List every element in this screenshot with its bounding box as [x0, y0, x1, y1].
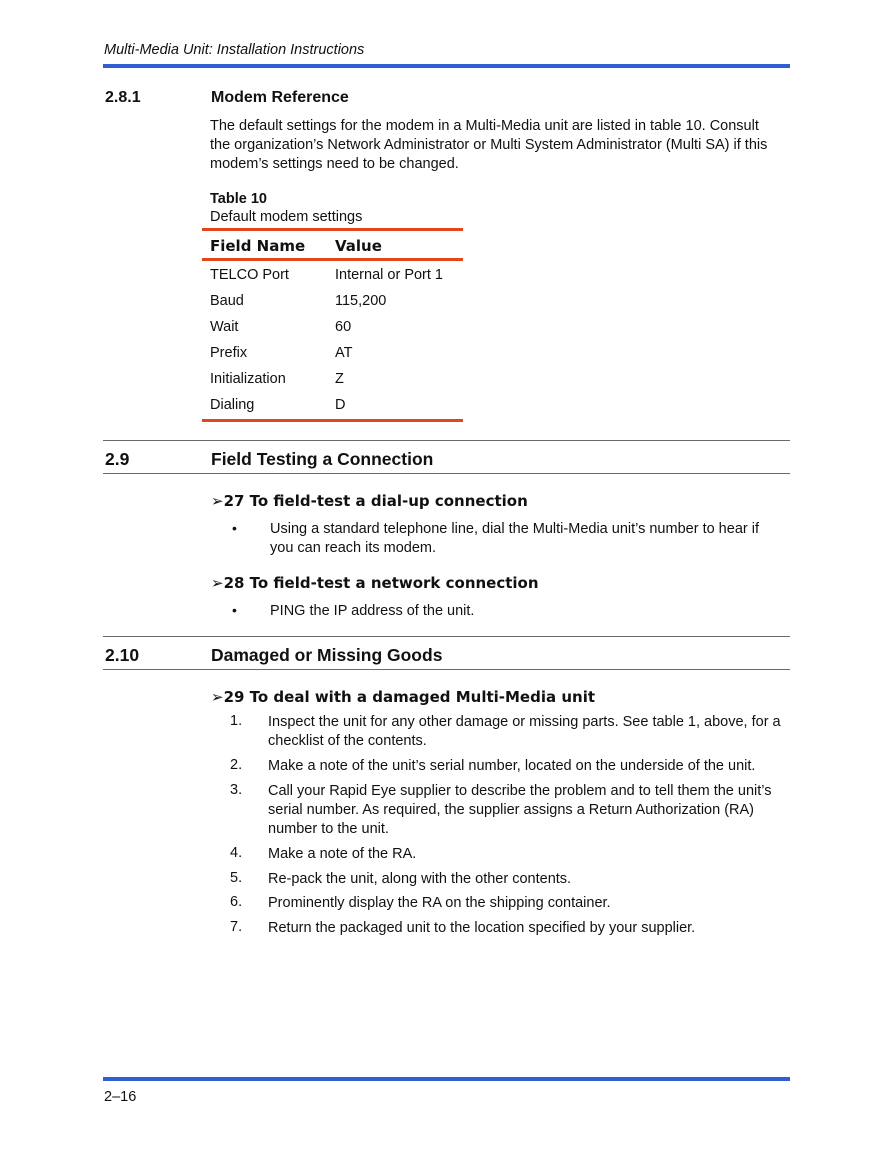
table-caption: Default modem settings: [210, 209, 363, 225]
section-title: Damaged or Missing Goods: [211, 645, 443, 665]
step-number: 6.: [230, 894, 243, 910]
section-title: Modem Reference: [211, 89, 349, 106]
step-number: 3.: [230, 782, 243, 798]
page-number: 2–16: [104, 1089, 137, 1105]
table-cell: Z: [335, 371, 344, 387]
section-divider: [103, 636, 790, 637]
section-title: Field Testing a Connection: [211, 449, 434, 469]
table-cell: 115,200: [335, 293, 387, 309]
bullet-item: PING the IP address of the unit.: [270, 603, 475, 619]
bullet-item: Using a standard telephone line, dial the Multi-Media unit’s number to hear if you can reach its modem.: [270, 521, 759, 556]
step-number: 2.: [230, 757, 243, 773]
table-cell: Dialing: [210, 397, 255, 413]
table-header-rule: [202, 258, 463, 261]
table-cell: Baud: [210, 293, 244, 309]
table-top-rule: [202, 228, 463, 231]
step-text: Call your Rapid Eye supplier to describe the problem and to tell them the unit’s serial number. As required, the supplier assigns a Return Authorization (RA) number to the unit.: [268, 783, 772, 837]
header-rule: [103, 64, 790, 68]
step-number: 4.: [230, 845, 243, 861]
step-text: Make a note of the RA.: [268, 846, 417, 862]
table-cell: Internal or Port 1: [335, 267, 443, 283]
step-text: Make a note of the unit’s serial number, located on the underside of the unit.: [268, 758, 756, 774]
table-cell: 60: [335, 319, 352, 335]
section-paragraph: The default settings for the modem in a Multi-Media unit are listed in table 10. Consult the organization’s Network Administrator or Multi System Administrator (Multi SA) if this modem’s settings need to be changed.: [210, 118, 768, 172]
section-number: 2.8.1: [105, 89, 141, 106]
section-number: 2.9: [105, 449, 130, 469]
table-cell: AT: [335, 345, 353, 361]
section-divider: [103, 440, 790, 441]
step-number: 5.: [230, 870, 243, 886]
step-number: 7.: [230, 919, 243, 935]
footer-rule: [103, 1077, 790, 1081]
section-divider: [103, 669, 790, 670]
step-text: Return the packaged unit to the location specified by your supplier.: [268, 920, 696, 936]
bullet-icon: •: [232, 520, 237, 536]
procedure-heading: ➢29 To deal with a damaged Multi-Media unit: [211, 688, 596, 706]
table-label: Table 10: [210, 191, 267, 207]
table-header-value: Value: [335, 237, 382, 255]
table-header-field-name: Field Name: [210, 237, 306, 255]
bullet-icon: •: [232, 602, 237, 618]
table-cell: TELCO Port: [210, 267, 289, 283]
table-cell: D: [335, 397, 346, 413]
procedure-heading: ➢27 To field-test a dial-up connection: [211, 492, 528, 510]
running-header: Multi-Media Unit: Installation Instructions: [104, 42, 365, 58]
section-divider: [103, 473, 790, 474]
table-cell: Wait: [210, 319, 239, 335]
step-text: Prominently display the RA on the shipping container.: [268, 895, 611, 911]
step-number: 1.: [230, 713, 243, 729]
procedure-heading: ➢28 To field-test a network connection: [211, 574, 539, 592]
step-text: Re-pack the unit, along with the other contents.: [268, 871, 572, 887]
section-number: 2.10: [105, 645, 140, 665]
table-cell: Initialization: [210, 371, 286, 387]
step-text: Inspect the unit for any other damage or missing parts. See table 1, above, for a checklist of the contents.: [268, 714, 781, 749]
table-bottom-rule: [202, 419, 463, 422]
table-cell: Prefix: [210, 345, 248, 361]
